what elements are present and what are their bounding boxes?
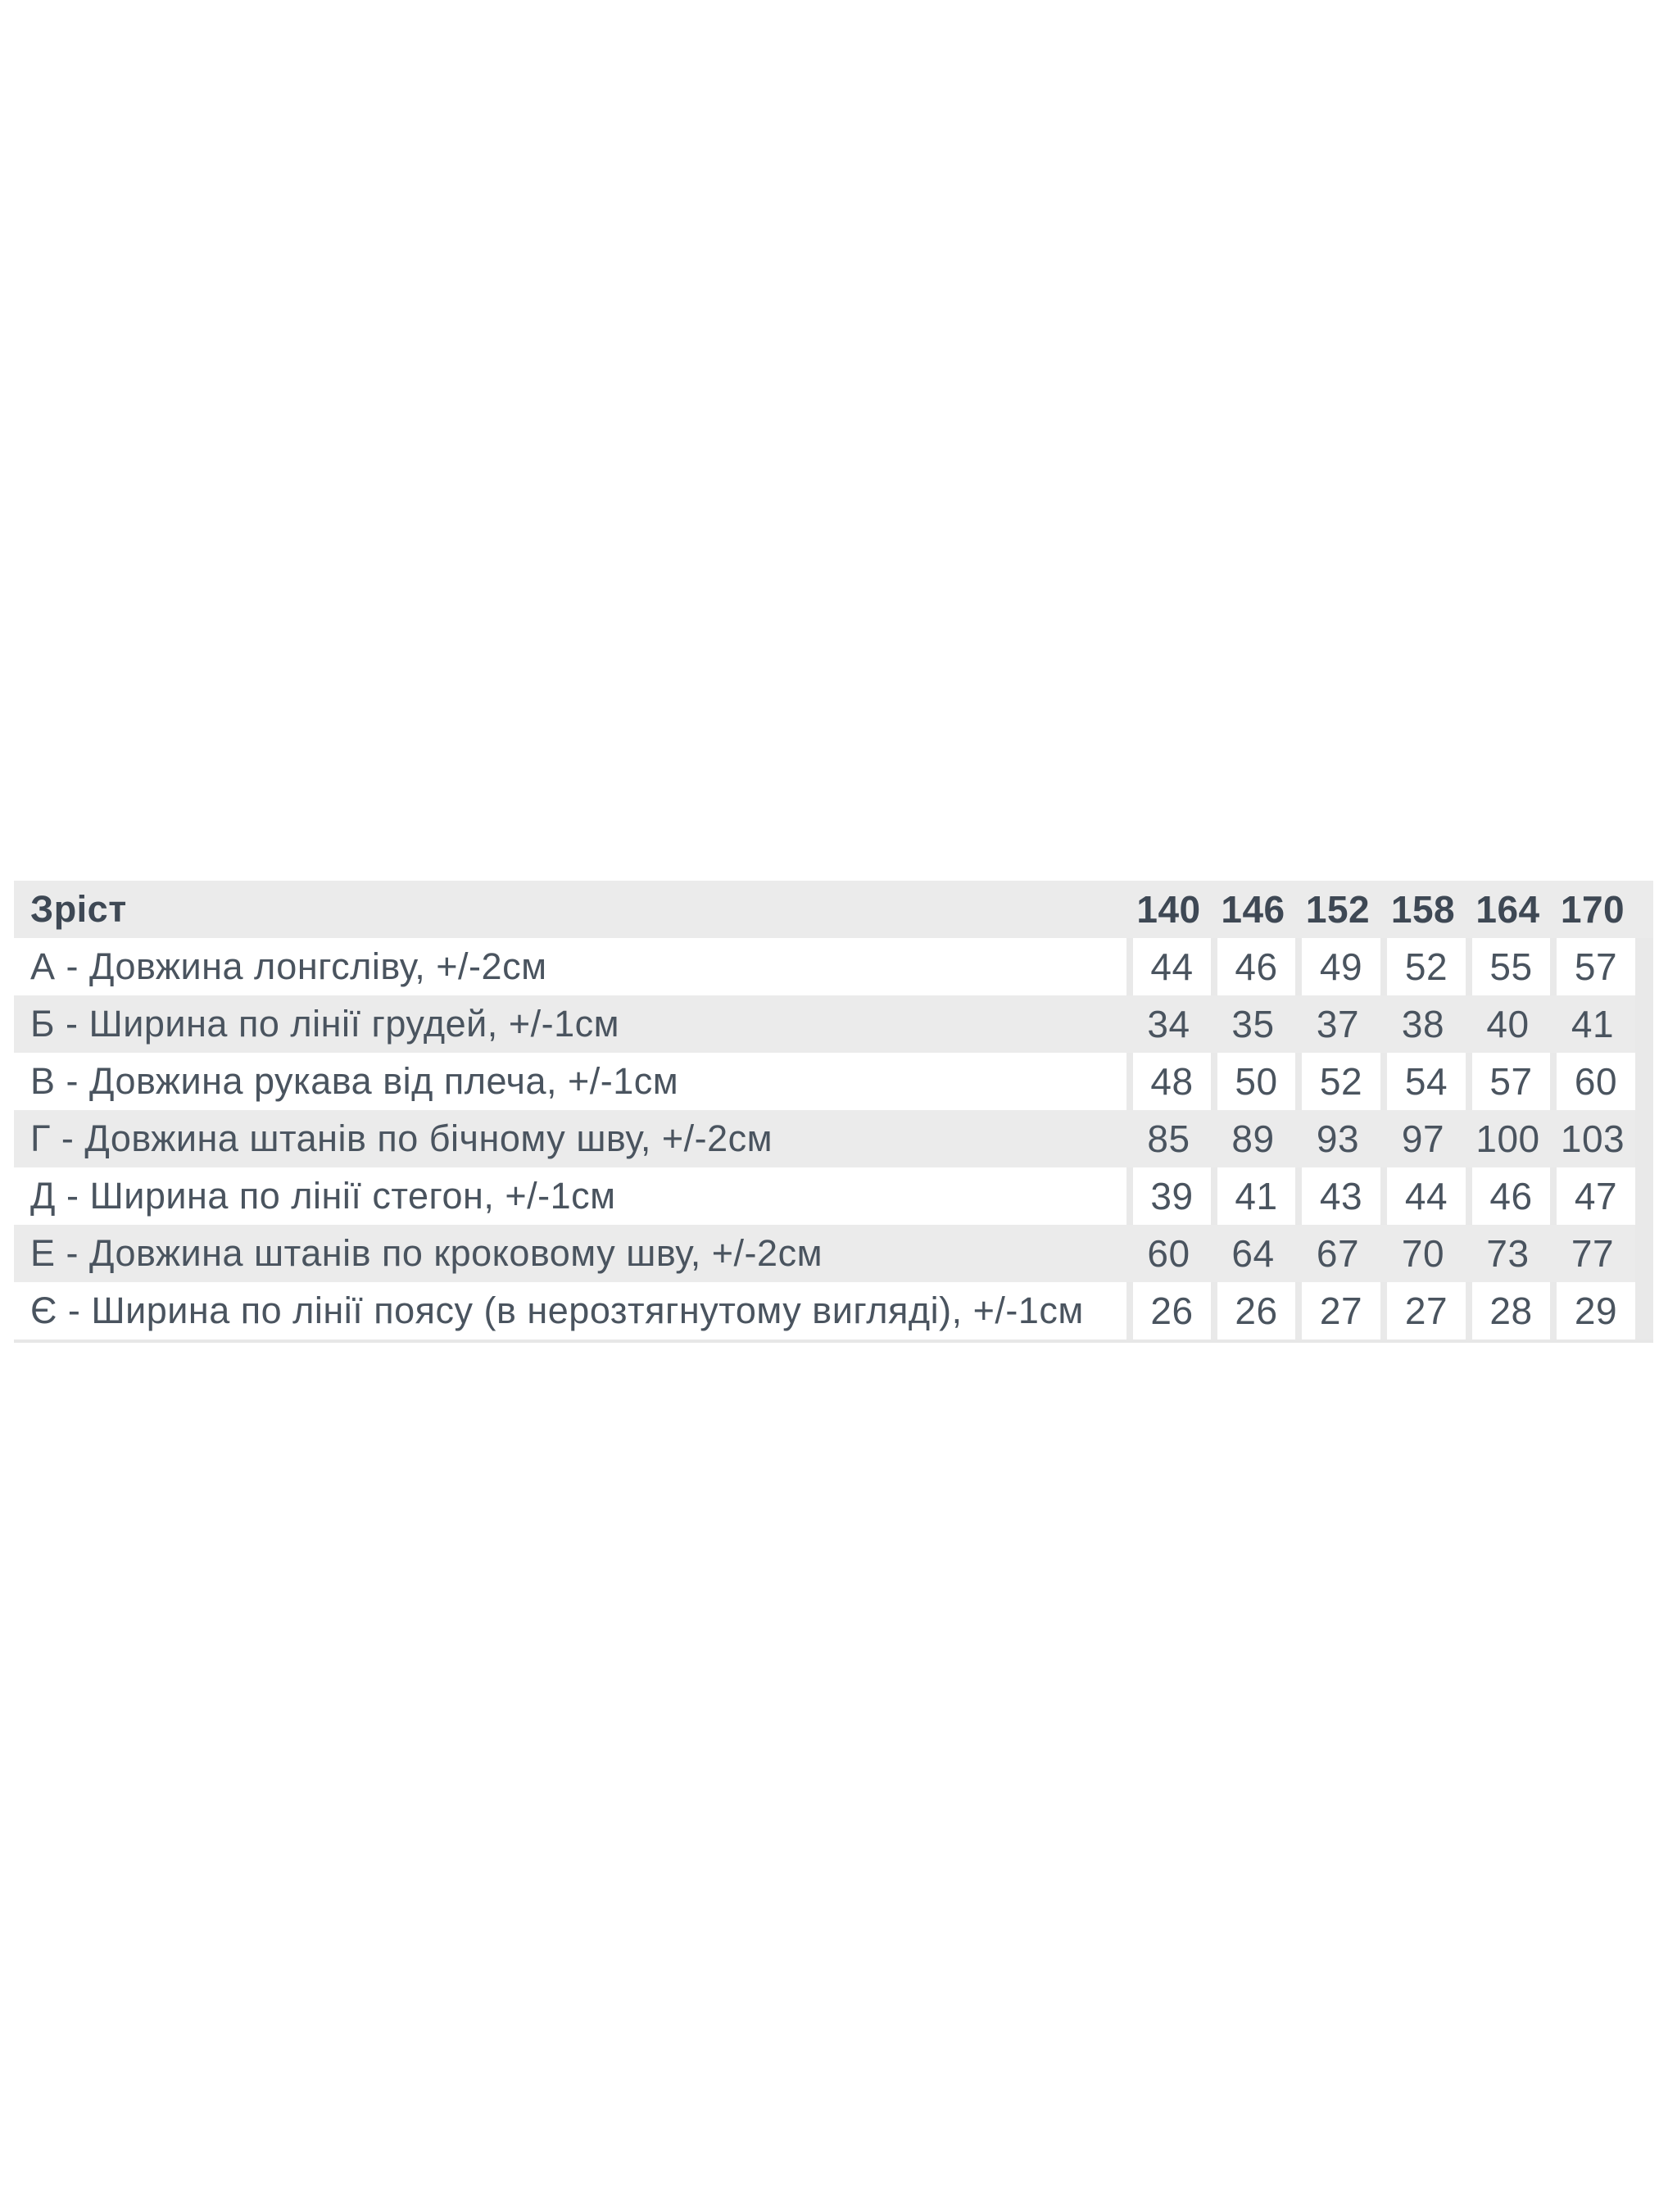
height-header-label: Зріст xyxy=(14,881,1126,938)
measurement-label: Е - Довжина штанів по кроковому шву, +/-2см xyxy=(14,1225,1126,1282)
measurement-label: А - Довжина лонгсліву, +/-2см xyxy=(30,945,547,987)
size-table xyxy=(14,881,1653,1343)
size-column-header: 140 xyxy=(1126,881,1211,938)
measurement-value-cell: 46 xyxy=(1211,938,1295,995)
measurement-value-cell: 103 xyxy=(1550,1110,1635,1167)
measurement-value-cell: 27 xyxy=(1295,1282,1380,1339)
measurement-value-cell: 39 xyxy=(1126,1167,1211,1225)
measurement-value-cell: 57 xyxy=(1466,1053,1550,1110)
measurement-row xyxy=(14,1167,1653,1225)
measurement-label: В - Довжина рукава від плеча, +/-1см xyxy=(30,1060,679,1102)
size-column-header: 164 xyxy=(1466,881,1550,938)
measurement-value-cell: 37 xyxy=(1295,995,1380,1053)
measurement-value-cell: 38 xyxy=(1380,995,1466,1053)
measurement-value-cell: 35 xyxy=(1211,995,1295,1053)
measurement-value-cell: 27 xyxy=(1380,1282,1466,1339)
table-right-gutter xyxy=(1635,938,1653,995)
measurement-value-cell: 26 xyxy=(1211,1282,1295,1339)
table-right-gutter xyxy=(1635,995,1653,1053)
measurement-value-cell: 46 xyxy=(1466,1167,1550,1225)
measurement-value-cell: 54 xyxy=(1380,1053,1466,1110)
measurement-value-cell: 67 xyxy=(1295,1225,1380,1282)
measurement-value-cell: 64 xyxy=(1211,1225,1295,1282)
measurement-value-cell: 97 xyxy=(1380,1110,1466,1167)
measurement-value-cell: 48 xyxy=(1126,1053,1211,1110)
measurement-value-cell: 49 xyxy=(1295,938,1380,995)
measurement-row xyxy=(14,938,1653,995)
size-column-header: 170 xyxy=(1550,881,1635,938)
measurement-value-cell: 40 xyxy=(1466,995,1550,1053)
measurement-value-cell: 100 xyxy=(1466,1110,1550,1167)
measurement-row xyxy=(14,1053,1653,1110)
size-column-header: 146 xyxy=(1211,881,1295,938)
measurement-value-cell: 73 xyxy=(1466,1225,1550,1282)
measurement-value-cell: 34 xyxy=(1126,995,1211,1053)
measurement-value-cell: 52 xyxy=(1295,1053,1380,1110)
measurement-row xyxy=(14,1225,1653,1282)
measurement-label: Г - Довжина штанів по бічному шву, +/-2см xyxy=(14,1110,1126,1167)
measurement-value-cell: 89 xyxy=(1211,1110,1295,1167)
measurement-value-cell: 47 xyxy=(1550,1167,1635,1225)
measurement-value-cell: 70 xyxy=(1380,1225,1466,1282)
measurement-value-cell: 43 xyxy=(1295,1167,1380,1225)
size-table-header-row xyxy=(14,881,1653,938)
measurement-label: Б - Ширина по лінії грудей, +/-1см xyxy=(14,995,1126,1053)
measurement-value-cell: 55 xyxy=(1466,938,1550,995)
measurement-value-cell: 57 xyxy=(1550,938,1635,995)
measurement-value-cell: 85 xyxy=(1126,1110,1211,1167)
table-right-gutter xyxy=(1635,1167,1653,1225)
measurement-value-cell: 50 xyxy=(1211,1053,1295,1110)
measurement-value-cell: 26 xyxy=(1126,1282,1211,1339)
measurement-value-cell: 41 xyxy=(1550,995,1635,1053)
measurement-value-cell: 29 xyxy=(1550,1282,1635,1339)
measurement-row xyxy=(14,1110,1653,1167)
size-column-header: 152 xyxy=(1295,881,1380,938)
measurement-value-cell: 28 xyxy=(1466,1282,1550,1339)
measurement-value-cell: 44 xyxy=(1380,1167,1466,1225)
size-column-header: 158 xyxy=(1380,881,1466,938)
measurement-row xyxy=(14,1282,1653,1339)
table-right-gutter xyxy=(1635,1282,1653,1339)
measurement-value-cell: 60 xyxy=(1550,1053,1635,1110)
measurement-value-cell: 52 xyxy=(1380,938,1466,995)
table-right-gutter xyxy=(1635,1110,1653,1167)
table-right-gutter xyxy=(1635,1225,1653,1282)
measurement-label: Є - Ширина по лінії поясу (в нерозтягнутому вигляді), +/-1см xyxy=(30,1290,1084,1331)
measurement-value-cell: 93 xyxy=(1295,1110,1380,1167)
table-right-gutter xyxy=(1635,1053,1653,1110)
measurement-value-cell: 44 xyxy=(1126,938,1211,995)
measurement-value-cell: 77 xyxy=(1550,1225,1635,1282)
measurement-label: Д - Ширина по лінії стегон, +/-1см xyxy=(30,1175,616,1217)
measurement-value-cell: 41 xyxy=(1211,1167,1295,1225)
measurement-row xyxy=(14,995,1653,1053)
measurement-value-cell: 60 xyxy=(1126,1225,1211,1282)
table-right-gutter xyxy=(1635,881,1653,938)
